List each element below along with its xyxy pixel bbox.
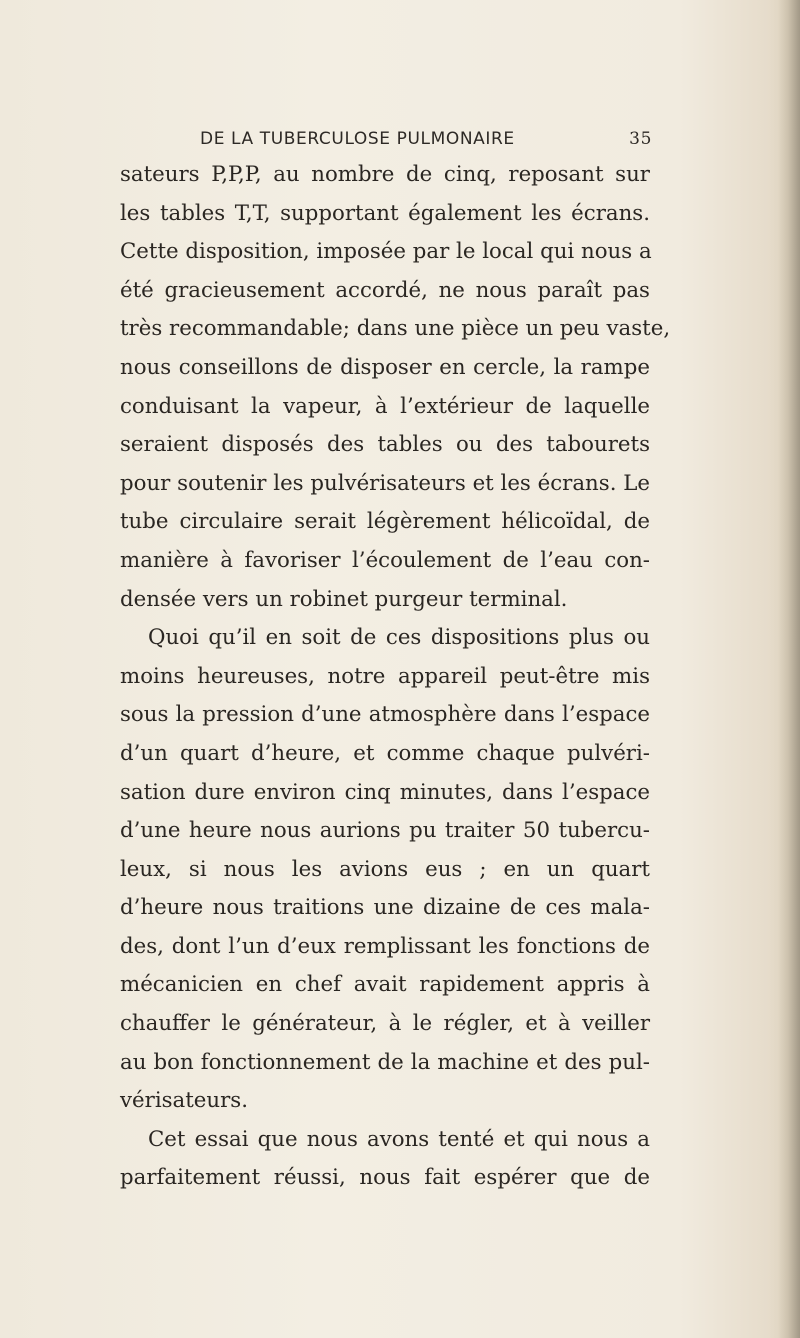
text-line: conduisant la vapeur, à l’extérieur de laquelle [120,393,650,419]
text-line: Cette disposition, imposée par le local qui nous a [120,239,652,265]
text-line: sous la pression d’une atmosphère dans l’espace [120,702,650,728]
text-line: mécanicien en chef avait rapidement appris à [120,972,650,998]
page-number: 35 [629,129,652,149]
text-line: densée vers un robinet purgeur terminal. [120,586,568,612]
text-line: des, dont l’un d’eux remplissant les fonctions de [120,933,650,959]
text-line: au bon fonctionnement de la machine et des pul- [120,1049,650,1075]
text-line: vérisateurs. [120,1088,249,1114]
text-line: nous conseillons de disposer en cercle, la rampe [120,354,650,380]
text-line: seraient disposés des tables ou des tabourets [120,432,650,458]
running-title: DE LA TUBERCULOSE PULMONAIRE [200,129,515,149]
text-line: d’un quart d’heure, et comme chaque pulvéri- [120,740,650,766]
body-text [120,156,671,1198]
text-line: d’heure nous traitions une dizaine de ces mala- [120,895,650,921]
text-line: sateurs P,P,P, au nombre de cinq, reposant sur [120,162,650,187]
text-line: tube circulaire serait légèrement hélicoïdal, de [120,509,650,535]
text-line: parfaitement réussi, nous fait espérer que de [120,1165,650,1191]
text-line: les tables T,T, supportant également les écrans. [120,200,650,226]
text-line: Cet essai que nous avons tenté et qui nous a [148,1126,650,1152]
text-line: Quoi qu’il en soit de ces dispositions plus ou [148,625,650,651]
text-line: été gracieusement accordé, ne nous paraît pas [120,277,650,303]
text-line: très recommandable; dans une pièce un peu vaste, [120,316,671,342]
text-line: pour soutenir les pulvérisateurs et les écrans. Le [120,470,650,496]
text-line: manière à favoriser l’écoulement de l’eau con- [120,547,650,573]
text-line: leux, si nous les avions eus ; en un quart [120,856,650,882]
text-line: d’une heure nous aurions pu traiter 50 tubercu- [120,818,650,844]
running-head [200,127,660,155]
text-line: chauffer le générateur, à le régler, et à veiller [120,1011,650,1037]
text-line: moins heureuses, notre appareil peut-être mis [120,663,650,689]
page-edge-shadow [778,0,800,1338]
text-line: sation dure environ cinq minutes, dans l’espace [120,779,650,805]
